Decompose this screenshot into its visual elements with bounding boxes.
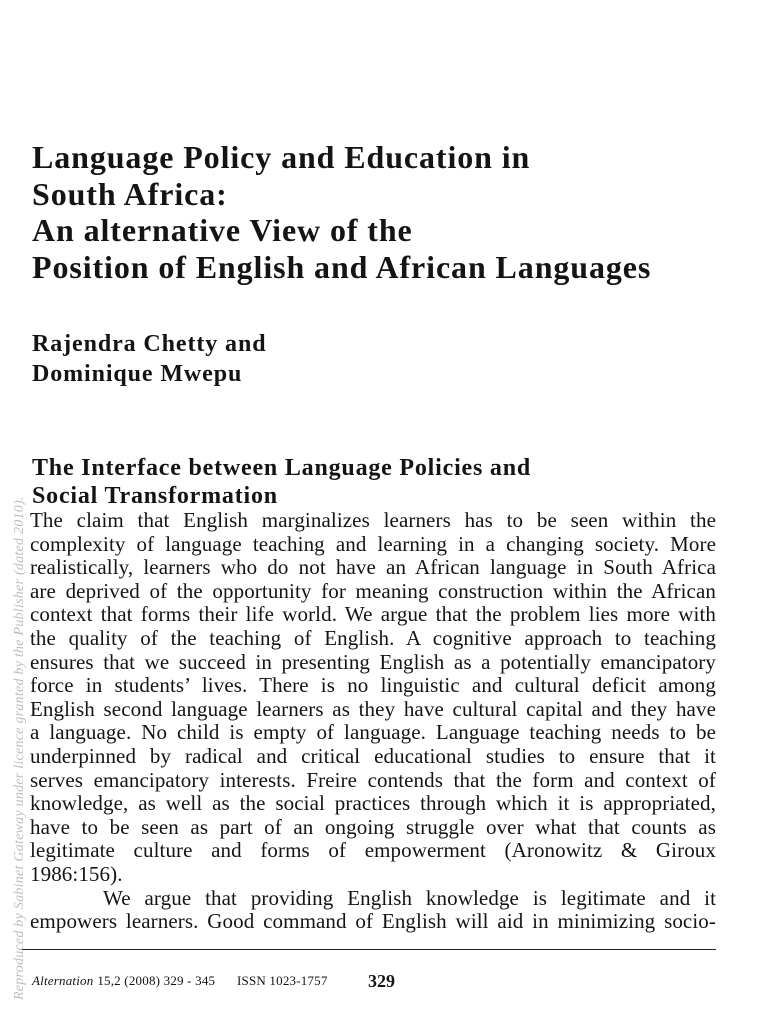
heading-line: The Interface between Language Policies and — [32, 455, 532, 481]
watermark: Reproduced by Sabinet Gateway under licence granted by the Publisher (dated 2010). — [12, 496, 27, 1000]
body-line: the quality of the teaching of English. A cognitive approach to teaching — [30, 626, 716, 650]
section-heading — [32, 454, 531, 510]
body-line: 1986:156). — [30, 862, 123, 886]
author-line: Rajendra Chetty and — [32, 331, 267, 357]
title-line: Position of English and African Languages — [32, 248, 652, 285]
title-line: An alternative View of the — [32, 212, 413, 248]
paragraph — [30, 509, 716, 887]
title-line: Language Policy and Education in — [32, 139, 531, 175]
body-text — [30, 509, 716, 934]
page-number: 329 — [368, 971, 395, 991]
author-line: Dominique Mwepu — [32, 361, 243, 387]
issue-info: 15,2 (2008) 329 - 345 — [97, 973, 216, 988]
paragraph — [30, 887, 716, 934]
body-line: serves emancipatory interests. Freire contends that the form and context of — [30, 768, 716, 792]
journal-name: Alternation — [32, 973, 94, 988]
body-line: empowers learners. Good command of English will aid in minimizing socio- — [30, 910, 716, 934]
body-line: legitimate culture and forms of empowerment (Aronowitz & Giroux — [30, 839, 716, 863]
body-line: realistically, learners who do not have an African language in South Africa — [30, 556, 716, 580]
author-list — [32, 329, 266, 389]
body-line: underpinned by radical and critical educational studies to ensure that it — [30, 744, 716, 768]
body-line: ensures that we succeed in presenting English as a potentially emancipatory — [30, 650, 716, 674]
body-line: have to be seen as part of an ongoing struggle over what that counts as — [30, 815, 716, 839]
body-line: are deprived of the opportunity for meaning construction within the African — [30, 579, 716, 603]
body-line: knowledge, as well as the social practices through which it is appropriated, — [30, 792, 716, 816]
body-line: English second language learners as they have cultural capital and they have — [30, 697, 716, 721]
body-line: context that forms their life world. We argue that the problem lies more with — [30, 603, 716, 627]
body-line: The claim that English marginalizes learners has to be seen within the — [30, 509, 716, 532]
body-line: We argue that providing English knowledge is legitimate and it — [103, 886, 716, 910]
body-line: complexity of language teaching and learning in a changing society. More — [30, 532, 716, 556]
issn: ISSN 1023-1757 — [237, 973, 328, 988]
footer-rule — [22, 949, 716, 950]
journal-citation — [32, 973, 215, 989]
article-title — [32, 139, 651, 285]
body-line: force in students’ lives. There is no linguistic and cultural deficit among — [30, 674, 716, 698]
title-line: South Africa: — [32, 175, 228, 212]
body-line: a language. No child is empty of language. Language teaching needs to be — [30, 721, 716, 745]
heading-line: Social Transformation — [32, 483, 278, 509]
